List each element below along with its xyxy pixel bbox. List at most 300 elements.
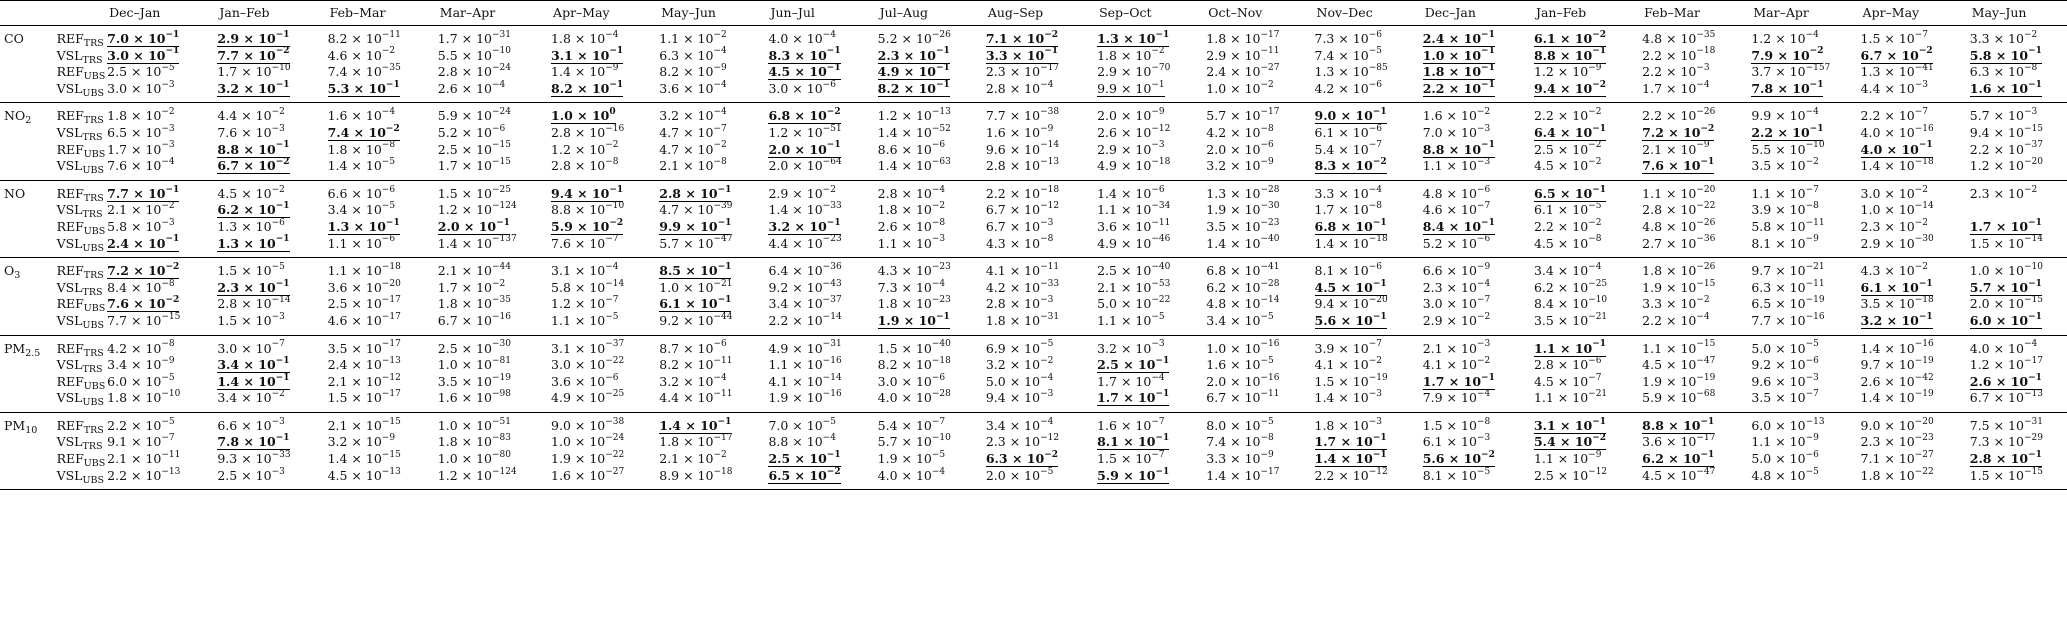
- pvalue-cell: [1857, 158, 1966, 180]
- pvalue: 3.1 × 10−1: [1533, 416, 1607, 433]
- pvalue: $3.5 \times 10^{-23}$: [1206, 217, 1280, 234]
- header-blank: [0, 1, 53, 26]
- model-subscript: TRS: [82, 364, 103, 376]
- period-header: Sep–Oct: [1099, 5, 1152, 20]
- pvalue: $2.2 \times 10^{-18}$: [1642, 46, 1716, 63]
- pvalue: $5.0 \times 10^{-4}$: [985, 372, 1054, 389]
- pvalue-cell: [1857, 219, 1966, 236]
- pvalue-cell: [324, 142, 434, 159]
- pvalue-cell: [1311, 258, 1419, 280]
- pvalue: $2.8 \times 10^{-13}$: [985, 157, 1060, 174]
- pvalue: $8.8 \times 10^{-10}$: [551, 201, 625, 218]
- pvalue-cell: [324, 335, 434, 357]
- table-row: [0, 313, 2067, 335]
- pvalue: $4.4 \times 10^{-3}$: [1860, 79, 1929, 96]
- pvalue: $3.9 \times 10^{-7}$: [1314, 339, 1382, 356]
- pvalue: $2.5 \times 10^{-17}$: [327, 295, 401, 312]
- period-header: Dec–Jan: [1424, 5, 1476, 20]
- pvalue: $2.0 \times 10^{-15}$: [1969, 295, 2043, 312]
- pvalue: $3.3 \times 10^{-2}$: [1969, 29, 2038, 46]
- pvalue: $1.1 \times 10^{-3}$: [1422, 157, 1491, 174]
- pvalue: $1.1 \times 10^{-5}$: [551, 311, 619, 328]
- pvalue-cell: [982, 236, 1093, 258]
- pvalue-cell: [874, 180, 982, 202]
- model-label: [53, 335, 104, 357]
- table-row: [0, 468, 2067, 490]
- pvalue: $6.4 \times 10^{-1}$: [1533, 123, 1607, 140]
- pvalue-cell: [213, 412, 323, 434]
- pvalue-cell: [874, 64, 982, 81]
- pvalue-cell: [764, 296, 873, 313]
- pvalue-cell: [1966, 335, 2067, 357]
- pvalue-cell: [874, 374, 982, 391]
- pvalue: $5.0 \times 10^{-5}$: [1751, 339, 1819, 356]
- pvalue-cell: [1311, 81, 1419, 103]
- pvalue: 8.1 × 10−5: [1422, 466, 1491, 483]
- pvalue: $2.8 \times 10^{-4}$: [877, 184, 946, 201]
- pvalue-cell: [1202, 451, 1310, 468]
- pollutant-name: CO: [4, 31, 24, 46]
- pvalue-cell: [874, 296, 982, 313]
- pollutant-label: [0, 313, 53, 335]
- pvalue-cell: [655, 412, 764, 434]
- pollutant-group: [0, 412, 2067, 489]
- model-label: [53, 219, 104, 236]
- pvalue-cell: [324, 390, 434, 412]
- pvalue: $8.1 \times 10^{-9}$: [1751, 234, 1819, 251]
- table-row: [0, 180, 2067, 202]
- pvalue: $3.0 \times 10^{-3}$: [107, 79, 175, 96]
- pvalue: 1.8 × 10−22: [1860, 466, 1934, 483]
- pvalue-cell: [547, 142, 655, 159]
- pvalue-cell: [213, 313, 323, 335]
- model-name: VSL: [56, 312, 83, 328]
- table-row: [0, 64, 2067, 81]
- model-subscript: UBS: [82, 397, 104, 409]
- pvalue: $6.2 \times 10^{-25}$: [1533, 278, 1608, 295]
- pvalue: 1.5 × 10−8: [1422, 416, 1491, 433]
- pvalue: $3.5 \times 10^{-18}$: [1860, 295, 1934, 312]
- pvalue-cell: [1638, 48, 1747, 65]
- period-header: Apr–May: [553, 5, 610, 20]
- pvalue-cell: [1966, 390, 2067, 412]
- pvalue: 3.4 × 10−4: [985, 416, 1054, 433]
- pvalue-cell: [874, 236, 982, 258]
- pvalue: $5.2 \times 10^{-6}$: [1422, 234, 1491, 251]
- pvalue-cell: [1530, 434, 1638, 451]
- pvalue-cell: [1202, 142, 1310, 159]
- pvalue: $1.0 \times 10^{-16}$: [1206, 339, 1280, 356]
- pollutant-label: [0, 64, 53, 81]
- pvalue-cell: [874, 280, 982, 297]
- pvalue-cell: [1747, 26, 1856, 48]
- pvalue: $3.5 \times 10^{-21}$: [1533, 311, 1608, 328]
- pvalue: $1.1 \times 10^{-2}$: [659, 29, 727, 46]
- model-subscript: UBS: [82, 242, 104, 254]
- pvalue: 2.5 × 10−3: [217, 466, 285, 483]
- table-header: [0, 1, 2067, 26]
- pollutant-group: [0, 103, 2067, 180]
- pvalue: $3.4 \times 10^{-37}$: [768, 295, 842, 312]
- pvalue-cell: [655, 236, 764, 258]
- model-name: REF: [56, 108, 84, 124]
- pvalue-cell: [1202, 236, 1310, 258]
- pvalue-cell: [324, 64, 434, 81]
- pvalue: 2.3 × 10−12: [985, 433, 1060, 450]
- pvalue: $2.3 \times 10^{-17}$: [985, 63, 1060, 80]
- model-name: VSL: [56, 434, 83, 450]
- pvalue: 8.8 × 10−4: [768, 433, 836, 450]
- pvalue-cell: [1747, 296, 1856, 313]
- pvalue: $6.5 \times 10^{-1}$: [1533, 184, 1607, 201]
- pvalue-cell: [764, 103, 873, 125]
- pvalue-cell: [1311, 390, 1419, 412]
- pvalue-cell: [1966, 26, 2067, 48]
- pvalue: $6.8 \times 10^{-1}$: [1314, 217, 1387, 234]
- pvalue: $3.1 \times 10^{-37}$: [551, 339, 625, 356]
- pvalue-cell: [1311, 202, 1419, 219]
- pvalue: $2.6 \times 10^{-12}$: [1097, 123, 1171, 140]
- model-label: [53, 258, 104, 280]
- pvalue: $6.4 \times 10^{-36}$: [768, 261, 842, 279]
- pvalue: $1.3 \times 10^{-28}$: [1206, 184, 1280, 201]
- pvalue: $1.4 \times 10^{-63}$: [877, 157, 951, 174]
- pollutant-group: [0, 335, 2067, 412]
- pvalue: $2.3 \times 10^{-2}$: [1969, 184, 2038, 201]
- table-row: [0, 390, 2067, 412]
- pvalue: $1.7 \times 10^{-8}$: [1314, 201, 1382, 218]
- pvalue: $5.7 \times 10^{-47}$: [659, 234, 733, 251]
- pvalue: $8.2 \times 10^{-9}$: [659, 63, 727, 80]
- pvalue: $3.2 \times 10^{-4}$: [659, 372, 727, 389]
- pvalue-cell: [1638, 202, 1747, 219]
- pvalue-cell: [1638, 412, 1747, 434]
- pvalue-cell: [1311, 158, 1419, 180]
- pvalue: 1.4 × 10−1: [1314, 449, 1387, 467]
- pvalue-cell: [1202, 26, 1310, 48]
- pvalue: $1.5 \times 10^{-40}$: [877, 339, 951, 356]
- pvalue: 1.4 × 10−15: [327, 449, 401, 467]
- pvalue-cell: [213, 258, 323, 280]
- pvalue-cell: [1857, 280, 1966, 297]
- pvalue-cell: [324, 202, 434, 219]
- model-label: [53, 390, 104, 412]
- pvalue-cell: [764, 64, 873, 81]
- pvalue-cell: [982, 451, 1093, 468]
- pvalue-cell: [874, 26, 982, 48]
- pvalue-cell: [1093, 48, 1202, 65]
- pvalue-cell: [213, 280, 323, 297]
- pvalue: 6.6 × 10−3: [217, 416, 285, 433]
- pvalue: $1.4 \times 10^{-137}$: [437, 234, 517, 251]
- pvalue-cell: [982, 468, 1093, 490]
- pvalue: $2.0 \times 10^{-9}$: [1097, 107, 1165, 124]
- pvalue: 8.1 × 10−1: [1097, 433, 1170, 450]
- pvalue-cell: [434, 335, 547, 357]
- pvalue-cell: [1747, 313, 1856, 335]
- pollutant-subscript: 10: [25, 424, 38, 436]
- pvalue: $3.4 \times 10^{-1}$: [217, 355, 290, 373]
- pvalue: $4.5 \times 10^{-1}$: [1314, 278, 1387, 295]
- pvalue: $1.6 \times 10^{-1}$: [1969, 79, 2042, 96]
- pvalue: $3.7 \times 10^{-157}$: [1751, 63, 1831, 80]
- period-header: Nov–Dec: [1316, 5, 1373, 20]
- pvalue-cell: [764, 412, 873, 434]
- pvalue-cell: [103, 236, 213, 258]
- pvalue: $7.4 \times 10^{-2}$: [327, 123, 400, 140]
- pvalue: 2.0 × 10−5: [985, 466, 1054, 483]
- pvalue: $2.0 \times 10^{-64}$: [768, 157, 842, 174]
- pvalue: $8.2 \times 10^{-1}$: [877, 79, 950, 96]
- pvalue: 8.9 × 10−18: [659, 466, 733, 483]
- pvalue: $1.3 \times 10^{-6}$: [217, 217, 285, 234]
- pvalue: $1.1 \times 10^{-6}$: [327, 234, 396, 251]
- table-row: [0, 357, 2067, 374]
- pvalue: $8.8 \times 10^{-1}$: [1422, 140, 1495, 157]
- pvalue: $1.1 \times 10^{-7}$: [1751, 184, 1819, 201]
- pvalue: $1.3 \times 10^{-1}$: [217, 234, 290, 251]
- model-name: REF: [56, 263, 84, 279]
- pvalue: $1.6 \times 10^{-5}$: [1206, 355, 1274, 373]
- pvalue-cell: [655, 219, 764, 236]
- pvalue: $4.9 \times 10^{-25}$: [551, 389, 625, 406]
- pvalue-cell: [874, 202, 982, 219]
- pvalue: $8.1 \times 10^{-6}$: [1314, 261, 1382, 279]
- period-header: Mar–Apr: [1753, 5, 1809, 20]
- pvalue: $2.8 \times 10^{-14}$: [217, 295, 291, 312]
- pvalue: $8.5 \times 10^{-1}$: [659, 261, 732, 279]
- pollutant-name: NO: [4, 108, 26, 124]
- model-label: [53, 296, 104, 313]
- pvalue: $9.2 \times 10^{-43}$: [768, 278, 842, 295]
- pvalue-cell: [1966, 236, 2067, 258]
- pvalue: $2.2 \times 10^{-7}$: [1860, 107, 1929, 124]
- pvalue-cell: [103, 390, 213, 412]
- pvalue: $4.9 \times 10^{-1}$: [877, 63, 950, 80]
- pvalue: 5.7 × 10−10: [877, 433, 951, 450]
- pvalue-cell: [1638, 468, 1747, 490]
- pvalue-cell: [1093, 142, 1202, 159]
- model-subscript: TRS: [82, 441, 103, 453]
- pvalue-cell: [547, 296, 655, 313]
- period-header: Oct–Nov: [1208, 5, 1263, 20]
- pvalue: $3.4 \times 10^{-5}$: [327, 201, 396, 218]
- pvalue: 2.3 × 10−23: [1860, 433, 1934, 450]
- pvalue: $3.4 \times 10^{-4}$: [1533, 261, 1602, 279]
- pvalue: $2.1 \times 10^{-44}$: [437, 261, 512, 279]
- pvalue-cell: [1747, 412, 1856, 434]
- pvalue: $9.2 \times 10^{-6}$: [1751, 355, 1819, 373]
- pvalue: $7.8 \times 10^{-1}$: [1751, 79, 1824, 96]
- pvalue: $4.5 \times 10^{-1}$: [768, 63, 841, 80]
- table-row: [0, 335, 2067, 357]
- pvalue-cell: [1638, 258, 1747, 280]
- table-row: [0, 103, 2067, 125]
- pvalue-cell: [874, 125, 982, 142]
- pvalue: $8.2 \times 10^{-18}$: [877, 355, 951, 373]
- pvalue-cell: [1966, 434, 2067, 451]
- pvalue-cell: [1202, 180, 1310, 202]
- model-name: REF: [56, 31, 84, 46]
- pvalue-cell: [764, 48, 873, 65]
- pvalue: $4.9 \times 10^{-31}$: [768, 339, 842, 356]
- pvalue-cell: [874, 142, 982, 159]
- pvalue: 1.8 × 10−3: [1314, 416, 1382, 433]
- pvalue-cell: [1857, 125, 1966, 142]
- pvalue-cell: [982, 280, 1093, 297]
- pvalue-cell: [1311, 313, 1419, 335]
- pvalue-cell: [1638, 125, 1747, 142]
- pvalue-cell: [547, 313, 655, 335]
- pvalue: $4.5 \times 10^{-8}$: [1533, 234, 1602, 251]
- pvalue: $2.2 \times 10^{-4}$: [1642, 311, 1710, 328]
- pvalue: $2.9 \times 10^{-11}$: [1206, 46, 1280, 63]
- pvalue-cell: [1530, 412, 1638, 434]
- pvalue-cell: [1093, 434, 1202, 451]
- pvalue-cell: [655, 451, 764, 468]
- pvalue: $6.7 \times 10^{-13}$: [1969, 389, 2043, 406]
- pvalue-cell: [1202, 48, 1310, 65]
- pvalue-cell: [1093, 374, 1202, 391]
- pvalue-cell: [764, 451, 873, 468]
- pollutant-label: [0, 390, 53, 412]
- pvalue: 3.2 × 10−9: [327, 433, 396, 450]
- pvalue: $1.7 \times 10^{-31}$: [437, 29, 512, 46]
- pvalue: $2.3 \times 10^{-4}$: [1422, 278, 1491, 295]
- pvalue: $7.6 \times 10^{-4}$: [107, 157, 175, 174]
- pvalue-cell: [1202, 258, 1310, 280]
- pvalue-cell: [1093, 296, 1202, 313]
- pvalue-cell: [1419, 412, 1530, 434]
- pvalue-cell: [1857, 202, 1966, 219]
- table-row: [0, 280, 2067, 297]
- pvalue-cell: [1638, 357, 1747, 374]
- pvalue: $6.3 \times 10^{-11}$: [1751, 278, 1825, 295]
- pvalue: $1.2 \times 10^{-13}$: [877, 107, 951, 124]
- pvalue: $1.8 \times 10^{-2}$: [1097, 46, 1165, 63]
- pvalue-cell: [1530, 335, 1638, 357]
- pvalue: $9.9 \times 10^{-1}$: [1097, 79, 1165, 96]
- pvalue-cell: [1419, 313, 1530, 335]
- pvalue: $2.1 \times 10^{-3}$: [1422, 339, 1491, 356]
- table-row: [0, 236, 2067, 258]
- pvalue: $3.2 \times 10^{-3}$: [1097, 339, 1165, 356]
- pvalue: $1.7 \times 10^{-15}$: [437, 157, 512, 174]
- pvalue-cell: [547, 374, 655, 391]
- pvalue: $3.4 \times 10^{-5}$: [1206, 311, 1274, 328]
- pvalue: $2.2 \times 10^{-2}$: [1533, 217, 1602, 234]
- pvalue: 1.0 × 10−51: [437, 416, 512, 433]
- pvalue-cell: [434, 258, 547, 280]
- model-subscript: TRS: [82, 286, 103, 298]
- model-name: VSL: [56, 235, 83, 251]
- pvalue-cell: [1966, 280, 2067, 297]
- pvalue-cell: [1093, 26, 1202, 48]
- pvalue: 5.4 × 10−2: [1533, 433, 1607, 450]
- pvalue: $4.0 \times 10^{-16}$: [1860, 123, 1934, 140]
- pvalue: $7.6 \times 10^{-2}$: [107, 295, 180, 312]
- pvalue-cell: [547, 280, 655, 297]
- pvalue-cell: [1311, 26, 1419, 48]
- pvalue-cell: [213, 296, 323, 313]
- pvalue: $8.8 \times 10^{-1}$: [1533, 46, 1607, 63]
- pvalue-cell: [764, 390, 873, 412]
- pollutant-label: [0, 180, 53, 202]
- pvalue: $6.8 \times 10^{-41}$: [1206, 261, 1280, 279]
- pvalue-cell: [1857, 26, 1966, 48]
- pvalue: $4.2 \times 10^{-33}$: [985, 278, 1060, 295]
- pollutant-label: [0, 48, 53, 65]
- pvalue: $3.0 \times 10^{-2}$: [1860, 184, 1929, 201]
- pvalue: $3.3 \times 10^{-2}$: [1642, 295, 1710, 312]
- pvalue: $1.2 \times 10^{-9}$: [1533, 63, 1602, 80]
- pvalue-cell: [103, 335, 213, 357]
- pvalue-cell: [1747, 468, 1856, 490]
- pvalue-cell: [547, 125, 655, 142]
- pvalue: 2.2 × 10−5: [107, 416, 175, 433]
- model-name: VSL: [56, 357, 83, 373]
- pvalue-cell: [1530, 219, 1638, 236]
- pvalue: 9.1 × 10−7: [107, 433, 175, 450]
- model-label: [53, 158, 104, 180]
- table-row: [0, 48, 2067, 65]
- pvalue-cell: [982, 335, 1093, 357]
- model-subscript: TRS: [83, 115, 104, 127]
- pvalue-cell: [1202, 125, 1310, 142]
- pvalue-cell: [103, 180, 213, 202]
- pvalue: $1.4 \times 10^{-1}$: [217, 372, 290, 389]
- pvalue: $2.3 \times 10^{-2}$: [1860, 217, 1929, 234]
- pvalue-cell: [1530, 81, 1638, 103]
- pvalue-cell: [874, 219, 982, 236]
- period-header: May–Jun: [1971, 5, 2027, 20]
- pvalue: $8.2 \times 10^{-11}$: [327, 29, 401, 46]
- pvalue: 1.1 × 10−9: [1533, 449, 1602, 467]
- pvalue-cell: [1202, 280, 1310, 297]
- pvalue-cell: [1093, 202, 1202, 219]
- pvalue: $2.9 \times 10^{-30}$: [1860, 234, 1934, 251]
- pvalue-cell: [1747, 258, 1856, 280]
- pvalue: $6.7 \times 10^{-11}$: [1206, 389, 1280, 406]
- pvalue: $4.0 \times 10^{-1}$: [1860, 140, 1933, 157]
- pvalue-cell: [1093, 64, 1202, 81]
- pvalue-cell: [1747, 64, 1856, 81]
- pvalue: $1.8 \times 10^{-4}$: [551, 29, 619, 46]
- model-subscript: UBS: [82, 319, 104, 331]
- pvalue-cell: [1202, 158, 1310, 180]
- model-subscript: UBS: [83, 458, 106, 470]
- pvalue: 5.4 × 10−7: [877, 416, 946, 433]
- pvalue: $5.7 \times 10^{-17}$: [1206, 107, 1280, 124]
- pvalue: $1.1 \times 10^{-16}$: [768, 355, 842, 373]
- pollutant-label: [0, 357, 53, 374]
- pvalue-cell: [1857, 236, 1966, 258]
- pvalue: $3.6 \times 10^{-6}$: [551, 372, 619, 389]
- pvalue-cell: [1202, 434, 1310, 451]
- pvalue-cell: [1311, 125, 1419, 142]
- pvalue: $1.9 \times 10^{-30}$: [1206, 201, 1280, 218]
- pvalue-cell: [103, 296, 213, 313]
- pvalue: $1.1 \times 10^{-3}$: [877, 234, 946, 251]
- pvalue: $6.0 \times 10^{-1}$: [1969, 311, 2042, 328]
- pvalue-cell: [1419, 48, 1530, 65]
- pvalue: $8.6 \times 10^{-6}$: [877, 140, 946, 157]
- pvalue: $8.4 \times 10^{-1}$: [1422, 217, 1495, 234]
- pvalue-cell: [213, 48, 323, 65]
- pvalue: $3.0 \times 10^{-6}$: [877, 372, 946, 389]
- pvalue: $5.9 \times 10^{-2}$: [551, 217, 624, 234]
- model-subscript: UBS: [83, 380, 106, 392]
